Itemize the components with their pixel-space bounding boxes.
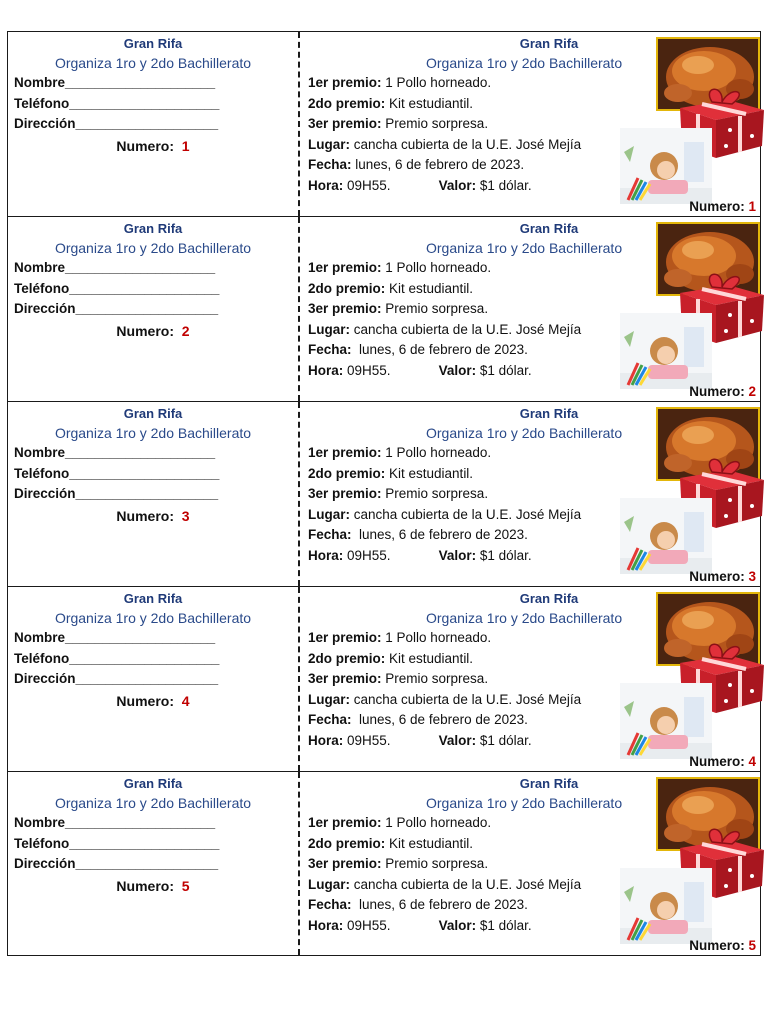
- first-prize-label: 1er premio:: [308, 260, 382, 275]
- date-value: lunes, 6 de febrero de 2023.: [351, 712, 528, 728]
- place-label: Lugar:: [308, 506, 350, 522]
- girl-studying-image: [620, 313, 712, 389]
- stub-organizer: Organiza 1ro y 2do Bachillerato: [54, 240, 252, 256]
- first-prize-value: 1 Pollo horneado.: [381, 630, 492, 645]
- second-prize-value: Kit estudiantil.: [385, 835, 474, 851]
- third-prize-label: 3er premio:: [308, 301, 382, 317]
- place-label: Lugar:: [308, 136, 350, 152]
- date-value: lunes, 6 de febrero de 2023.: [351, 342, 528, 358]
- main-number-value: 4: [744, 754, 756, 769]
- stub-name-field: Nombre____________________: [14, 630, 216, 645]
- stub-title: Gran Rifa: [123, 36, 183, 51]
- date-value: lunes, 6 de febrero de 2023.: [351, 527, 528, 543]
- main-number: [689, 199, 756, 214]
- second-prize-label: 2do premio:: [308, 835, 386, 851]
- ticket-main: [300, 32, 760, 216]
- first-prize-label: 1er premio:: [308, 445, 382, 460]
- main-number: [689, 938, 756, 953]
- time-value: 09H55.: [343, 917, 391, 933]
- third-prize-value: Premio sorpresa.: [381, 301, 489, 317]
- stub-number: [8, 320, 298, 342]
- stub-number-label: Numero:: [116, 322, 174, 339]
- main-organizer: Organiza 1ro y 2do Bachillerato: [426, 425, 623, 441]
- time-value: 09H55.: [343, 732, 391, 748]
- ticket-stub: [8, 402, 300, 586]
- time-label: Hora:: [308, 177, 344, 193]
- main-number: [689, 569, 756, 584]
- stub-address-field: Dirección___________________: [14, 116, 219, 131]
- main-number-value: 2: [744, 384, 756, 399]
- price-label: Valor:: [438, 362, 477, 378]
- girl-studying-image: [620, 128, 712, 204]
- date-value: lunes, 6 de febrero de 2023.: [351, 157, 525, 173]
- ticket-main: [300, 217, 760, 401]
- stub-number: [8, 875, 298, 897]
- stub-number-value: 4: [181, 692, 190, 709]
- girl-studying-image: [620, 868, 712, 944]
- price-value: $1 dólar.: [476, 917, 532, 933]
- raffle-ticket: [7, 586, 761, 771]
- stub-name-field: Nombre____________________: [14, 260, 216, 275]
- ticket-stub: [8, 217, 300, 401]
- main-organizer: Organiza 1ro y 2do Bachillerato: [426, 55, 623, 71]
- ticket-stub: [8, 32, 300, 216]
- date-label: Fecha:: [308, 897, 352, 913]
- raffle-ticket: [7, 216, 761, 401]
- ticket-stub: [8, 772, 300, 955]
- raffle-ticket: [7, 401, 761, 586]
- main-number-label: Numero:: [689, 199, 745, 214]
- time-label: Hora:: [308, 732, 344, 748]
- third-prize-value: Premio sorpresa.: [381, 856, 489, 872]
- stub-title: Gran Rifa: [123, 776, 183, 791]
- first-prize-value: 1 Pollo horneado.: [381, 815, 492, 830]
- first-prize-label: 1er premio:: [308, 75, 382, 90]
- place-value: cancha cubierta de la U.E. José Mejía: [350, 321, 582, 337]
- time-label: Hora:: [308, 547, 344, 563]
- time-label: Hora:: [308, 362, 344, 378]
- first-prize-label: 1er premio:: [308, 815, 382, 830]
- first-prize-value: 1 Pollo horneado.: [381, 260, 492, 275]
- time-label: Hora:: [308, 917, 344, 933]
- second-prize-label: 2do premio:: [308, 95, 386, 111]
- stub-name-field: Nombre____________________: [14, 445, 216, 460]
- stub-number: [8, 135, 298, 157]
- stub-number-label: Numero:: [116, 507, 174, 524]
- price-label: Valor:: [438, 177, 477, 193]
- time-value: 09H55.: [343, 362, 391, 378]
- date-label: Fecha:: [308, 157, 352, 173]
- price-value: $1 dólar.: [476, 547, 532, 563]
- raffle-sheet: [7, 31, 761, 956]
- main-title: Gran Rifa: [519, 36, 579, 51]
- time-value: 09H55.: [343, 177, 391, 193]
- stub-organizer: Organiza 1ro y 2do Bachillerato: [54, 610, 252, 626]
- main-title: Gran Rifa: [519, 776, 579, 791]
- main-title: Gran Rifa: [519, 221, 579, 236]
- second-prize-value: Kit estudiantil.: [385, 280, 474, 296]
- first-prize-value: 1 Pollo horneado.: [381, 75, 492, 90]
- third-prize-value: Premio sorpresa.: [381, 116, 489, 132]
- main-number: [689, 384, 756, 399]
- place-value: cancha cubierta de la U.E. José Mejía: [350, 136, 582, 152]
- date-value: lunes, 6 de febrero de 2023.: [351, 897, 528, 913]
- stub-title: Gran Rifa: [123, 406, 183, 421]
- stub-address-field: Dirección___________________: [14, 301, 219, 316]
- ticket-main: [300, 402, 760, 586]
- stub-name-field: Nombre____________________: [14, 75, 216, 90]
- second-prize-label: 2do premio:: [308, 650, 386, 666]
- date-label: Fecha:: [308, 342, 352, 358]
- girl-studying-image: [620, 498, 712, 574]
- main-number-label: Numero:: [689, 384, 745, 399]
- main-number-value: 5: [744, 938, 756, 953]
- stub-title: Gran Rifa: [123, 221, 183, 236]
- price-label: Valor:: [438, 917, 477, 933]
- stub-number-value: 5: [181, 877, 190, 894]
- ticket-main: [300, 587, 760, 771]
- second-prize-value: Kit estudiantil.: [385, 650, 474, 666]
- stub-address-field: Dirección___________________: [14, 856, 219, 871]
- stub-phone-field: Teléfono____________________: [14, 280, 220, 296]
- third-prize-value: Premio sorpresa.: [381, 486, 489, 502]
- raffle-ticket: [7, 31, 761, 216]
- stub-name-field: Nombre____________________: [14, 815, 216, 830]
- first-prize-label: 1er premio:: [308, 630, 382, 645]
- stub-number-label: Numero:: [116, 137, 174, 154]
- stub-organizer: Organiza 1ro y 2do Bachillerato: [54, 55, 252, 71]
- stub-number-label: Numero:: [116, 692, 174, 709]
- first-prize-value: 1 Pollo horneado.: [381, 445, 492, 460]
- place-value: cancha cubierta de la U.E. José Mejía: [350, 691, 582, 707]
- stub-number-value: 2: [181, 322, 190, 339]
- price-value: $1 dólar.: [476, 362, 532, 378]
- raffle-ticket: [7, 771, 761, 956]
- price-label: Valor:: [438, 547, 477, 563]
- third-prize-label: 3er premio:: [308, 671, 382, 687]
- stub-number-value: 1: [181, 137, 190, 154]
- place-value: cancha cubierta de la U.E. José Mejía: [350, 506, 582, 522]
- second-prize-label: 2do premio:: [308, 280, 386, 296]
- stub-number: [8, 505, 298, 527]
- main-number-label: Numero:: [689, 569, 745, 584]
- stub-address-field: Dirección___________________: [14, 671, 219, 686]
- main-number: [689, 754, 756, 769]
- place-label: Lugar:: [308, 691, 350, 707]
- stub-phone-field: Teléfono____________________: [14, 95, 220, 111]
- date-label: Fecha:: [308, 712, 352, 728]
- stub-number-label: Numero:: [116, 877, 174, 894]
- stub-address-field: Dirección___________________: [14, 486, 219, 501]
- ticket-main: [300, 772, 760, 955]
- ticket-stub: [8, 587, 300, 771]
- second-prize-value: Kit estudiantil.: [385, 465, 474, 481]
- second-prize-label: 2do premio:: [308, 465, 386, 481]
- main-number-label: Numero:: [689, 938, 745, 953]
- third-prize-label: 3er premio:: [308, 116, 382, 132]
- third-prize-label: 3er premio:: [308, 486, 382, 502]
- girl-studying-image: [620, 683, 712, 759]
- stub-phone-field: Teléfono____________________: [14, 835, 220, 851]
- main-number-value: 1: [744, 199, 756, 214]
- stub-organizer: Organiza 1ro y 2do Bachillerato: [54, 425, 252, 441]
- stub-number: [8, 690, 298, 712]
- stub-phone-field: Teléfono____________________: [14, 650, 220, 666]
- main-organizer: Organiza 1ro y 2do Bachillerato: [426, 610, 623, 626]
- main-number-value: 3: [744, 569, 756, 584]
- date-label: Fecha:: [308, 527, 352, 543]
- price-value: $1 dólar.: [476, 732, 532, 748]
- stub-phone-field: Teléfono____________________: [14, 465, 220, 481]
- main-title: Gran Rifa: [519, 406, 579, 421]
- stub-number-value: 3: [181, 507, 190, 524]
- place-label: Lugar:: [308, 876, 350, 892]
- main-number-label: Numero:: [689, 754, 745, 769]
- place-value: cancha cubierta de la U.E. José Mejía: [350, 876, 582, 892]
- main-organizer: Organiza 1ro y 2do Bachillerato: [426, 240, 623, 256]
- price-label: Valor:: [438, 732, 477, 748]
- second-prize-value: Kit estudiantil.: [385, 95, 474, 111]
- third-prize-label: 3er premio:: [308, 856, 382, 872]
- price-value: $1 dólar.: [476, 177, 532, 193]
- third-prize-value: Premio sorpresa.: [381, 671, 489, 687]
- place-label: Lugar:: [308, 321, 350, 337]
- main-organizer: Organiza 1ro y 2do Bachillerato: [426, 795, 623, 811]
- time-value: 09H55.: [343, 547, 391, 563]
- stub-title: Gran Rifa: [123, 591, 183, 606]
- stub-organizer: Organiza 1ro y 2do Bachillerato: [54, 795, 252, 811]
- main-title: Gran Rifa: [519, 591, 579, 606]
